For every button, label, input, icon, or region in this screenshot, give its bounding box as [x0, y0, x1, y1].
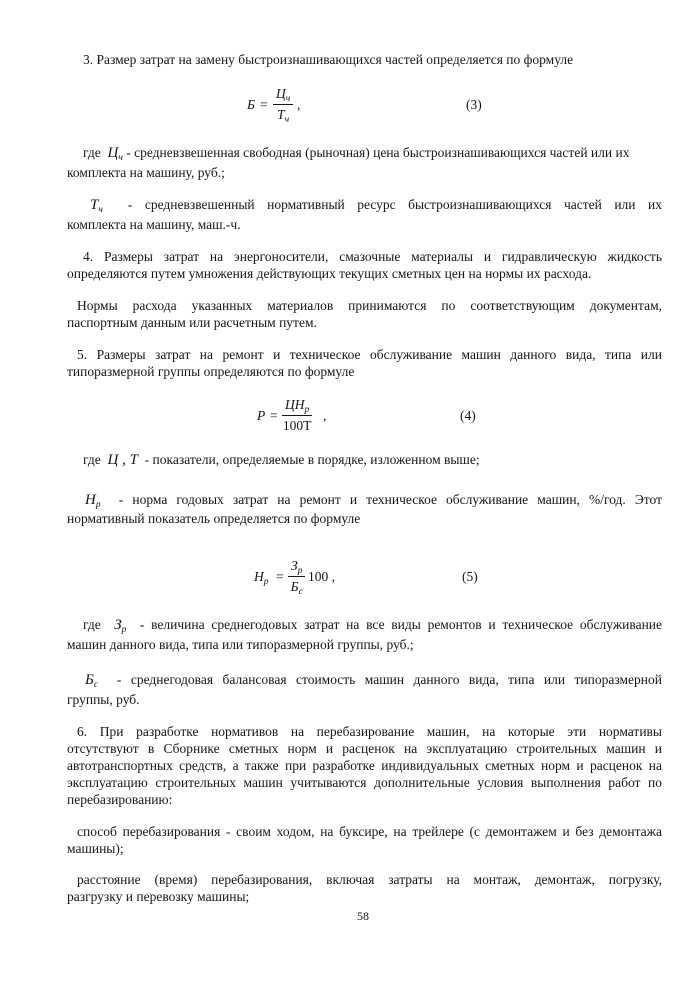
item5-b-cont: группы, руб.	[67, 692, 140, 707]
item5-hp-cont: нормативный показатель определяется по формуле	[67, 511, 361, 526]
item6-line4: эксплуатацию строительных машин учитываются дополнительные условия выполнения работ по	[67, 775, 662, 790]
item5-line1: 5. Размеры затрат на ремонт и техническое обслуживание машин данного вида, типа или	[77, 347, 662, 362]
formula5-fraction	[288, 558, 305, 595]
item6-line5: перебазированию:	[67, 792, 173, 807]
item3-where2: $Т_ч$ - средневзвешенный нормативный ресурс быстроизнашивающихся частей или их	[90, 197, 662, 215]
item6-bullet1-line2: машины);	[67, 841, 124, 856]
formula3-num-sub: ч	[285, 94, 291, 104]
formula4-den: 100Т	[282, 418, 312, 433]
formula4-fraction	[282, 397, 312, 434]
formula4-num: ЦН	[285, 397, 305, 412]
item6-line2: отсутствуют в Сборнике сметных норм и расценок на эксплуатацию строительных машин и	[67, 741, 662, 756]
formula4-number: (4)	[460, 408, 476, 423]
formula5-lhs: $Н_р$	[254, 569, 269, 587]
formula3-comma: ,	[297, 97, 301, 112]
formula3-den-sub: ч	[284, 115, 290, 125]
formula3-den: Т	[277, 107, 285, 122]
formula5-number: (5)	[462, 569, 478, 584]
formula5-den-sub: с	[298, 587, 303, 597]
item4-line1: 4. Размеры затрат на энергоносители, смазочные материалы и гидравлическую жидкость	[83, 249, 662, 264]
formula3-eq: =	[260, 97, 268, 112]
formula3-fraction	[273, 86, 293, 123]
item5-line2: типоразмерной группы определяются по формуле	[67, 364, 355, 379]
item3-where1-cont: комплекта на машину, руб.;	[67, 165, 225, 180]
item5-hp: $Н_р$ - норма годовых затрат на ремонт и техническое обслуживание машин, %/год. Этот	[85, 492, 662, 510]
formula4-num-sub: р	[304, 405, 310, 415]
formula3-lhs: Б	[247, 97, 255, 112]
formula5-den: Б	[290, 579, 299, 594]
item3-where2-cont: комплекта на машину, маш.-ч.	[67, 217, 241, 232]
item4-line2: определяются путем умножения действующих текущих сметных цен на нормы их расхода.	[67, 266, 592, 281]
item6-bullet1-line1: способ перебазирования - своим ходом, на буксире, на трейлере (с демонтажем и без демонтажа	[77, 824, 662, 839]
item5-where: где Ц , Т - показатели, определяемые в порядке, изложенном выше;	[83, 452, 480, 468]
item4-p2-line1: Нормы расхода указанных материалов принимаются по соответствующим документам,	[77, 298, 662, 313]
item3-intro: 3. Размер затрат на замену быстроизнашивающихся частей определяется по формуле	[83, 52, 574, 67]
item6-bullet2-line1: расстояние (время) перебазирования, включая затраты на монтаж, демонтаж, погрузку,	[77, 872, 662, 887]
formula3-number: (3)	[466, 97, 482, 112]
formula4-comma: ,	[323, 408, 327, 423]
item5-z-cont: машин данного вида, типа или типоразмерной группы, руб.;	[67, 637, 414, 652]
item5-b: $Б_с$ - среднегодовая балансовая стоимость машин данного вида, типа или типоразмерной	[85, 672, 662, 690]
formula5-num: З	[291, 558, 298, 573]
formula4-eq: =	[270, 408, 278, 423]
formula5-num-sub: р	[297, 566, 303, 576]
item3-where1: где $Ц_ч$ - средневзвешенная свободная (рыночная) цена быстроизнашивающихся частей или их	[83, 145, 630, 163]
page-number: 58	[357, 909, 369, 923]
item6-bullet2-line2: разгрузку и перевозку машины;	[67, 889, 250, 904]
item5-z: где $З_р$ - величина среднегодовых затрат на все виды ремонтов и техническое обслуживание	[83, 617, 663, 635]
item4-p2-line2: паспортным данным или расчетным путем.	[67, 315, 317, 330]
formula5-eq: =	[276, 569, 284, 584]
item6-line3: автотранспортных средств, а также при разработке индивидуальных сметных норм и расценок на	[67, 758, 662, 773]
formula5-tail: 100 ,	[308, 569, 335, 584]
formula4-lhs: Р	[257, 408, 266, 423]
item6-line1: 6. При разработке нормативов на перебазирование машин, на которые эти нормативы	[77, 724, 662, 739]
formula3-num: Ц	[276, 86, 286, 101]
